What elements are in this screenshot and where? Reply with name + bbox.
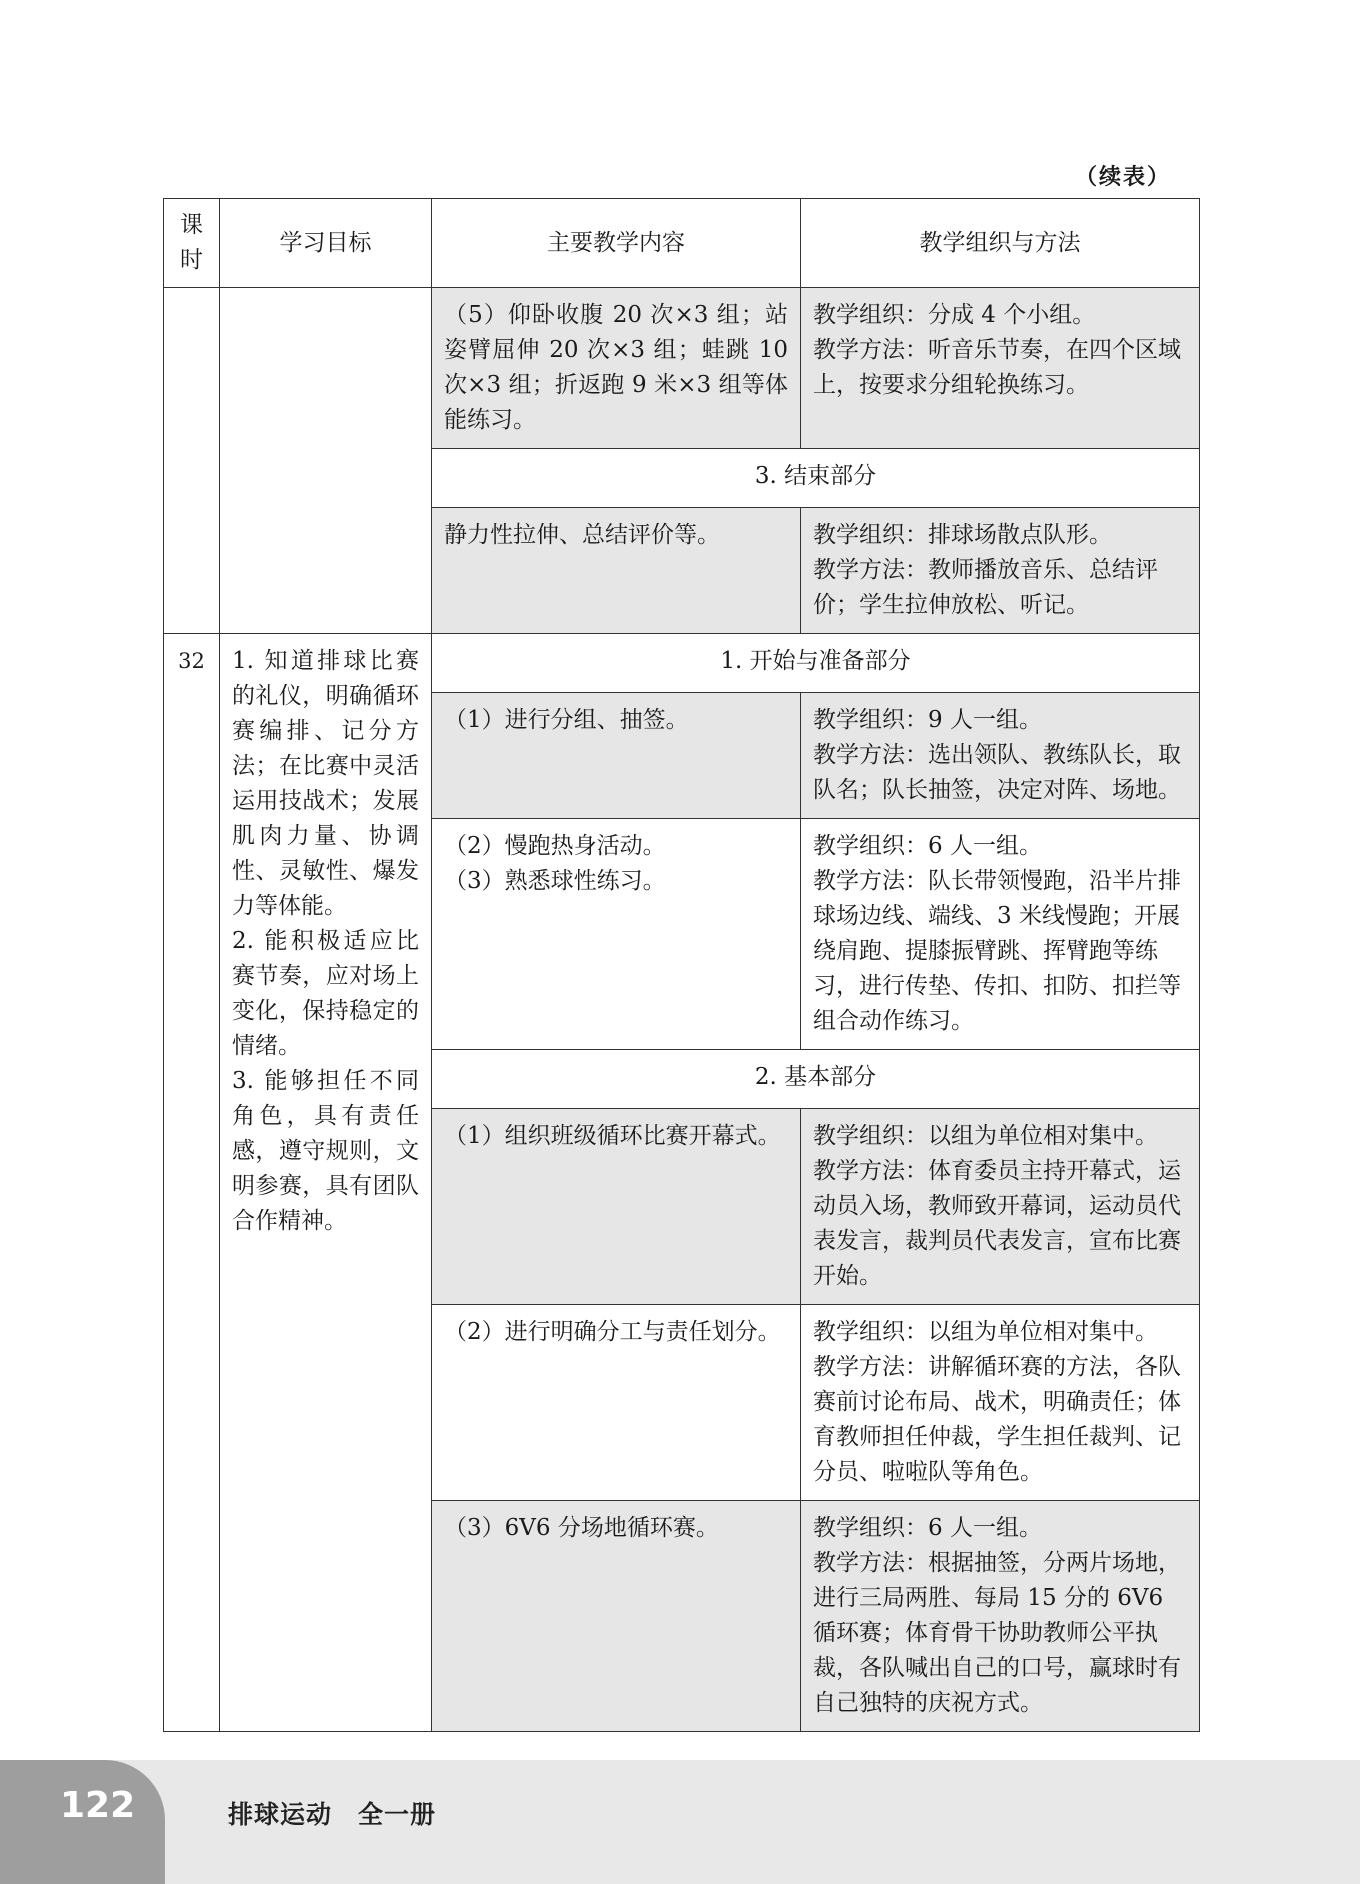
content-item: （2）慢跑热身活动。 <box>444 833 666 859</box>
page-footer <box>0 1760 1360 1884</box>
content-cell <box>432 819 801 1050</box>
content-cell: （3）6V6 分场地循环赛。 <box>432 1501 801 1732</box>
lesson-plan-table <box>163 198 1200 1732</box>
content-cell: （1）进行分组、抽签。 <box>432 693 801 819</box>
method-approach: 教学方法：选出领队、教练队长，取队名；队长抽签，决定对阵、场地。 <box>813 742 1181 803</box>
content-cell: （1）组织班级循环比赛开幕式。 <box>432 1109 801 1305</box>
section-title: 1. 开始与准备部分 <box>432 634 1200 693</box>
header-goal: 学习目标 <box>220 199 432 288</box>
table-row <box>164 288 1200 449</box>
method-approach: 教学方法：教师播放音乐、总结评价；学生拉伸放松、听记。 <box>813 557 1158 618</box>
method-approach: 教学方法：根据抽签，分两片场地，进行三局两胜、每局 15 分的 6V6 循环赛；体育骨干协助教师公平执裁，各队喊出自己的口号，赢球时有自己独特的庆祝方式。 <box>813 1550 1181 1716</box>
method-cell <box>801 1305 1200 1501</box>
method-cell <box>801 1109 1200 1305</box>
goal-item: 2. 能积极适应比赛节奏，应对场上变化，保持稳定的情绪。 <box>232 928 419 1059</box>
method-approach: 教学方法：队长带领慢跑，沿半片排球场边线、端线、3 米线慢跑；开展绕肩跑、提膝振臂跳、挥臂跑等练习，进行传垫、传扣、扣防、扣拦等组合动作练习。 <box>813 868 1181 1034</box>
method-cell <box>801 1501 1200 1732</box>
method-cell <box>801 508 1200 634</box>
method-approach: 教学方法：听音乐节奏，在四个区域上，按要求分组轮换练习。 <box>813 337 1181 398</box>
method-approach: 教学方法：体育委员主持开幕式，运动员入场，教师致开幕词，运动员代表发言，裁判员代表发言，宣布比赛开始。 <box>813 1158 1181 1289</box>
goal-cell-empty <box>220 288 432 634</box>
content-item: （3）熟悉球性练习。 <box>444 868 666 894</box>
continued-label: （续表） <box>1075 165 1172 190</box>
method-organization: 教学组织：6 人一组。 <box>813 1515 1042 1541</box>
goal-item: 3. 能够担任不同角色，具有责任感，遵守规则，文明参赛，具有团队合作精神。 <box>232 1068 419 1234</box>
header-row <box>164 199 1200 288</box>
method-organization: 教学组织：9 人一组。 <box>813 707 1042 733</box>
method-organization: 教学组织：分成 4 个小组。 <box>813 302 1096 328</box>
method-organization: 教学组织：以组为单位相对集中。 <box>813 1123 1158 1149</box>
method-organization: 教学组织：排球场散点队形。 <box>813 522 1112 548</box>
section-title: 3. 结束部分 <box>432 449 1200 508</box>
content-cell: （2）进行明确分工与责任划分。 <box>432 1305 801 1501</box>
method-cell <box>801 693 1200 819</box>
content-cell: 静力性拉伸、总结评价等。 <box>432 508 801 634</box>
method-organization: 教学组织：6 人一组。 <box>813 833 1042 859</box>
section-row <box>164 634 1200 693</box>
header-content: 主要教学内容 <box>432 199 801 288</box>
goal-cell <box>220 634 432 1732</box>
header-method: 教学组织与方法 <box>801 199 1200 288</box>
content-cell: （5）仰卧收腹 20 次×3 组；站姿臂屈伸 20 次×3 组；蛙跳 10 次×3 组；折返跑 9 米×3 组等体能练习。 <box>432 288 801 449</box>
section-title: 2. 基本部分 <box>432 1050 1200 1109</box>
header-hour: 课时 <box>164 199 220 288</box>
hour-cell: 32 <box>164 634 220 1732</box>
method-cell <box>801 819 1200 1050</box>
method-cell <box>801 288 1200 449</box>
method-approach: 教学方法：讲解循环赛的方法，各队赛前讨论布局、战术，明确责任；体育教师担任仲裁，学生担任裁判、记分员、啦啦队等角色。 <box>813 1354 1181 1485</box>
method-organization: 教学组织：以组为单位相对集中。 <box>813 1319 1158 1345</box>
book-title: 排球运动 全一册 <box>228 1800 437 1829</box>
hour-cell-empty <box>164 288 220 634</box>
goal-item: 1. 知道排球比赛的礼仪，明确循环赛编排、记分方法；在比赛中灵活运用技战术；发展肌肉力量、协调性、灵敏性、爆发力等体能。 <box>232 648 419 919</box>
page-number: 122 <box>60 1785 136 1826</box>
